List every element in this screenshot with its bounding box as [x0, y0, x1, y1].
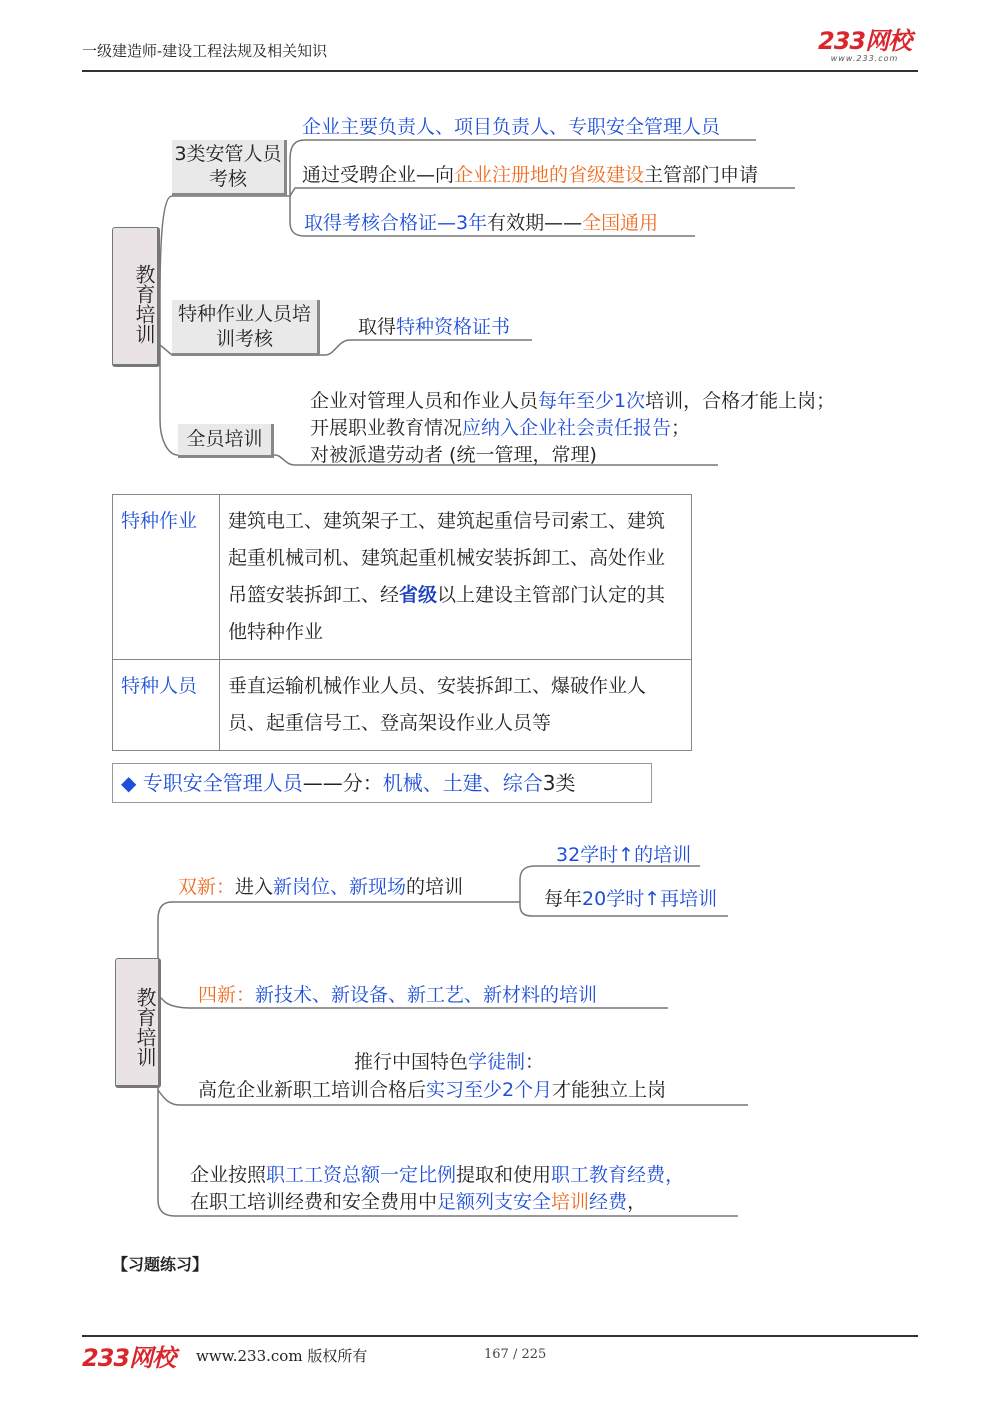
map1-branch1-item1: 企业主要负责人、项目负责人、专职安全管理人员 — [302, 116, 721, 138]
map1-branch3-line2 — [310, 413, 690, 440]
footer-page-number: 167 / 225 — [484, 1347, 547, 1362]
map2-gaowei — [198, 1075, 666, 1102]
text-part: ——分： — [302, 771, 383, 795]
table-body-cell — [220, 495, 692, 660]
text-highlight: 实习至少2个月 — [426, 1079, 553, 1101]
map1-branch1-item3 — [304, 208, 658, 235]
text-part: 开展职业教育情况 — [310, 417, 463, 439]
map2-root: 教育培训 — [115, 958, 161, 1088]
header-title: 一级建造师-建设工程法规及相关知识 — [82, 42, 328, 60]
text-part: 主管部门申请 — [644, 164, 759, 186]
text-part: 培训，合格才能上岗； — [645, 390, 836, 412]
footer-rule — [82, 1335, 918, 1337]
map1-branch2-item1 — [358, 312, 510, 339]
map1-root: 教育培训 — [112, 227, 160, 367]
text-part: 取得 — [358, 316, 397, 338]
logo-text: 233网校 — [818, 27, 912, 55]
text-part: ： — [525, 1051, 545, 1073]
text-part: 提取和使用 — [456, 1164, 552, 1186]
map1-branch1-box: 3类安管人员考核 — [172, 140, 287, 196]
footer-logo: 233网校 — [82, 1344, 176, 1372]
text-part: 的培训 — [406, 876, 464, 898]
logo-sub: www.233.com — [830, 54, 899, 63]
map2-jingfei1 — [190, 1160, 684, 1187]
text-highlight: 机械、土建、综合 — [382, 771, 543, 795]
bullet-icon: ◆ — [121, 771, 137, 795]
map1-branch2-box: 特种作业人员培训考核 — [172, 300, 320, 356]
table-row — [113, 660, 692, 751]
map2-sub2 — [544, 884, 717, 911]
text-highlight: 职工教育经费 — [551, 1164, 666, 1186]
map2-sixin — [198, 980, 597, 1007]
text-highlight: 足额列支安全 — [437, 1191, 552, 1213]
text-highlight: 每年至少1次 — [538, 390, 646, 412]
table-head-cell: 特种作业 — [113, 495, 220, 660]
footer-site: www.233.com 版权所有 — [196, 1347, 368, 1365]
text-highlight: 培训 — [551, 1191, 590, 1213]
text-part: 通过受聘企业—向 — [302, 164, 455, 186]
text-part: 以上建设主管部门认定的其他特种作业 — [228, 584, 666, 643]
text-part: 推行中国特色 — [354, 1051, 469, 1073]
special-work-table — [112, 494, 692, 751]
map2-shuangxin — [178, 872, 463, 899]
text-part: 才能独立上岗 — [552, 1079, 667, 1101]
text-part: ； — [671, 417, 691, 439]
text-highlight: 应纳入企业社会责任报告 — [462, 417, 672, 439]
text-highlight: 取得考核合格证— — [304, 212, 457, 234]
map2-sub1: 32学时↑的培训 — [556, 844, 692, 866]
text-part: 建筑电工、建筑架子工、建筑起重信号司索工、建筑起重机械司机、建筑起重机械安装拆卸工、高处作业吊篮安装拆卸工、经 — [228, 510, 666, 606]
table-row — [113, 495, 692, 660]
text-label: 双新： — [178, 876, 236, 898]
text-part: 在职工培训经费和安全费用中 — [190, 1191, 438, 1213]
map1-branch3-line1 — [310, 386, 835, 413]
text-highlight: 企业注册地的省级建设 — [454, 164, 645, 186]
map1-branch3-box: 全员培训 — [178, 424, 274, 458]
text-label: 四新： — [198, 984, 256, 1006]
map1-link-1 — [160, 196, 290, 296]
text-part: 3类 — [542, 771, 576, 795]
text-part: 有效期—— — [487, 212, 583, 234]
text-highlight: 专职安全管理人员 — [142, 771, 303, 795]
text-part: ， — [627, 1191, 647, 1213]
text-highlight: 20学时↑再培训 — [582, 888, 718, 910]
text-highlight: 新岗位、新现场 — [273, 876, 407, 898]
table-body-cell: 垂直运输机械作业人员、安装拆卸工、爆破作业人员、起重信号工、登高架设作业人员等 — [220, 660, 692, 751]
text-highlight: 全国通用 — [582, 212, 659, 234]
text-part: 企业对管理人员和作业人员 — [310, 390, 539, 412]
text-part: 高危企业新职工培训合格后 — [198, 1079, 427, 1101]
safety-manager-banner — [112, 763, 652, 803]
text-highlight: 3年 — [456, 212, 488, 234]
map1-branch3-line3: 对被派遣劳动者 (统一管理，常理) — [310, 444, 597, 466]
text-highlight: 学徒制 — [468, 1051, 526, 1073]
exercise-heading: 【习题练习】 — [112, 1255, 209, 1274]
text-highlight: 特种资格证书 — [396, 316, 511, 338]
map1-link-1b — [290, 188, 795, 196]
table-head-cell: 特种人员 — [113, 660, 220, 751]
text-part: 企业按照 — [190, 1164, 267, 1186]
map2-xuetu — [354, 1047, 544, 1074]
text-highlight: 省级 — [399, 584, 438, 606]
text-highlight: 新技术、新设备、新工艺、新材料的培训 — [255, 984, 598, 1006]
map2-jingfei2 — [190, 1187, 646, 1214]
text-part: 进入 — [235, 876, 274, 898]
text-part: ， — [665, 1164, 685, 1186]
text-highlight: 经费 — [589, 1191, 628, 1213]
map1-branch1-item2 — [302, 160, 758, 187]
text-highlight: 职工工资总额一定比例 — [266, 1164, 457, 1186]
text-part: 每年 — [544, 888, 583, 910]
map1-link-2a — [325, 340, 532, 355]
